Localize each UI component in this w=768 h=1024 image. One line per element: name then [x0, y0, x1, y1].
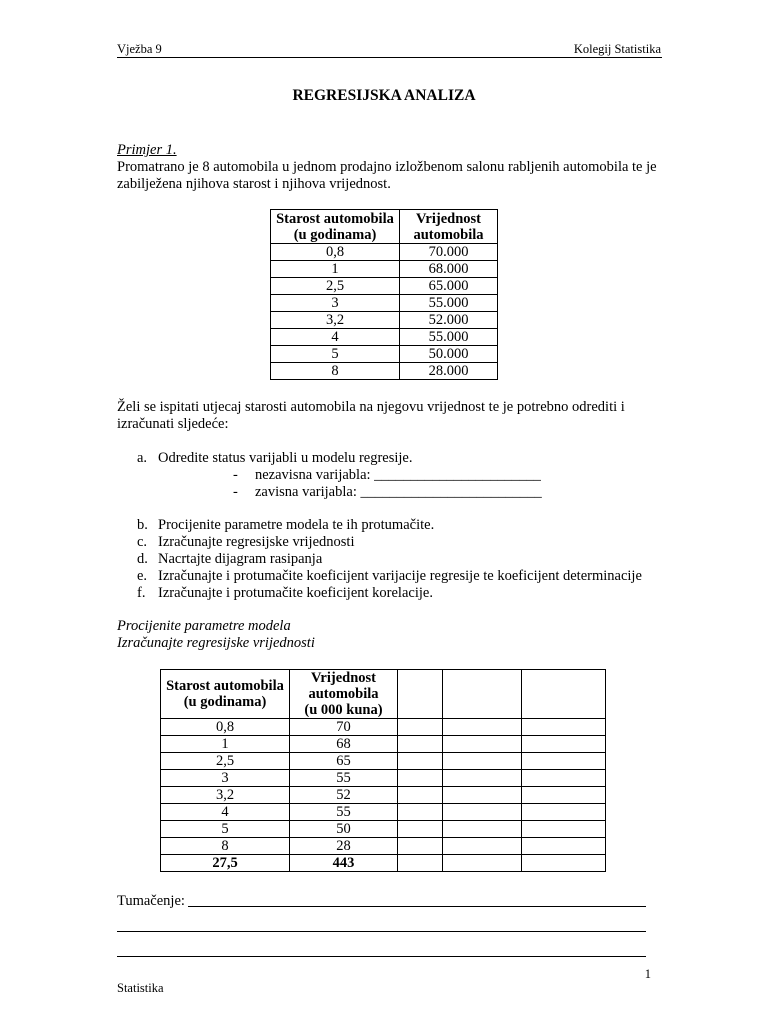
table-row [271, 363, 498, 380]
table-row [161, 719, 606, 736]
cell-age: 3 [271, 295, 400, 312]
table-header-row [271, 210, 498, 244]
cell-empty [443, 804, 522, 821]
cell-age: 3 [161, 770, 290, 787]
cell-value: 50 [290, 821, 398, 838]
dependent-variable-blank: zavisna varijabla: _________________________ [255, 484, 542, 500]
header-right: Kolegij Statistika [573, 42, 661, 56]
table-total-row [161, 855, 606, 872]
header-age-line-1: Starost automobila [166, 678, 284, 694]
cell-empty [398, 821, 443, 838]
cell-age: 5 [161, 821, 290, 838]
table-row [161, 770, 606, 787]
cell-empty [398, 855, 443, 872]
cell-empty [398, 787, 443, 804]
question-line-2: izračunati sljedeće: [117, 416, 229, 432]
header-value-line-1: Vrijednost [311, 670, 376, 686]
task-a-text: Odredite status varijabli u modelu regresije. [158, 450, 413, 466]
intro-line-2: zabilježena njihova starost i njihova vrijednost. [117, 176, 391, 192]
table-row [271, 295, 498, 312]
cell-age: 2,5 [271, 278, 400, 295]
task-e-text: Izračunajte i protumačite koeficijent varijacije regresije te koeficijent determinacije [158, 568, 642, 584]
cell-empty [522, 770, 606, 787]
header-value-line-1: Vrijednost [416, 210, 481, 227]
table-row [161, 804, 606, 821]
task-a-sub-marker: - [233, 484, 238, 500]
cell-age: 3,2 [161, 787, 290, 804]
answer-line [117, 931, 646, 932]
cell-empty [398, 753, 443, 770]
header-age-line-2: (u godinama) [183, 694, 267, 710]
table-row [161, 736, 606, 753]
cell-value: 55 [290, 804, 398, 821]
cell-value: 55.000 [400, 329, 498, 346]
cell-empty [522, 736, 606, 753]
table-row [271, 261, 498, 278]
cell-empty [398, 804, 443, 821]
answer-line [188, 906, 646, 907]
cell-age: 3,2 [271, 312, 400, 329]
cell-empty [398, 838, 443, 855]
cell-value: 50.000 [400, 346, 498, 363]
cell-empty [522, 838, 606, 855]
header-value-line-2: automobila [413, 226, 484, 243]
cell-age: 0,8 [161, 719, 290, 736]
cell-value: 70.000 [400, 244, 498, 261]
cell-empty [398, 719, 443, 736]
intro-line-1: Promatrano je 8 automobila u jednom prodajno izložbenom salonu rabljenih automobila te je [117, 159, 657, 175]
task-d-marker: d. [137, 551, 148, 567]
header-value [400, 210, 498, 244]
table-row [161, 753, 606, 770]
task-b-marker: b. [137, 517, 148, 533]
cell-value: 55.000 [400, 295, 498, 312]
section-label: Izračunajte regresijske vrijednosti [117, 635, 315, 651]
table-row [271, 346, 498, 363]
cell-empty [443, 770, 522, 787]
task-a-marker: a. [137, 450, 148, 466]
answer-line [117, 956, 646, 957]
example-label: Primjer 1. [117, 142, 177, 158]
header-value [290, 670, 398, 719]
cell-age: 1 [271, 261, 400, 278]
page-number: 1 [644, 967, 651, 981]
data-table-2 [160, 669, 606, 872]
task-c-marker: c. [137, 534, 148, 550]
task-e-marker: e. [137, 568, 148, 584]
cell-empty [443, 787, 522, 804]
cell-age: 5 [271, 346, 400, 363]
footer-left: Statistika [117, 981, 164, 995]
table-row [161, 821, 606, 838]
table-row [271, 244, 498, 261]
task-a-sub-marker: - [233, 467, 238, 483]
cell-empty [398, 770, 443, 787]
cell-empty [398, 736, 443, 753]
cell-value: 68.000 [400, 261, 498, 278]
cell-value: 52 [290, 787, 398, 804]
interpretation-label: Tumačenje: [117, 893, 185, 909]
cell-empty [443, 838, 522, 855]
header-empty [522, 670, 606, 719]
task-d-text: Nacrtajte dijagram rasipanja [158, 551, 323, 567]
header-left: Vježba 9 [117, 42, 162, 56]
cell-empty [522, 804, 606, 821]
cell-value: 52.000 [400, 312, 498, 329]
cell-value: 70 [290, 719, 398, 736]
cell-value: 65.000 [400, 278, 498, 295]
cell-empty [443, 719, 522, 736]
cell-value: 28.000 [400, 363, 498, 380]
cell-age: 2,5 [161, 753, 290, 770]
header-empty [443, 670, 522, 719]
table-row [271, 312, 498, 329]
cell-empty [443, 753, 522, 770]
cell-empty [522, 719, 606, 736]
header-value-line-2: automobila [308, 686, 379, 702]
cell-value: 55 [290, 770, 398, 787]
cell-empty [522, 787, 606, 804]
header-empty [398, 670, 443, 719]
header-age-line-2: (u godinama) [293, 226, 377, 243]
cell-empty [443, 855, 522, 872]
cell-age: 4 [271, 329, 400, 346]
table-row [271, 329, 498, 346]
independent-variable-blank: nezavisna varijabla: _______________________ [255, 467, 541, 483]
cell-empty [443, 821, 522, 838]
header-value-line-3: (u 000 kuna) [304, 702, 383, 718]
cell-value: 68 [290, 736, 398, 753]
cell-empty [443, 736, 522, 753]
cell-empty [522, 821, 606, 838]
page-title: REGRESIJSKA ANALIZA [292, 87, 476, 104]
cell-age: 0,8 [271, 244, 400, 261]
task-f-text: Izračunajte i protumačite koeficijent korelacije. [158, 585, 433, 601]
header-age [271, 210, 400, 244]
header-rule [117, 57, 662, 58]
task-f-marker: f. [137, 585, 146, 601]
table-row [161, 787, 606, 804]
cell-age: 4 [161, 804, 290, 821]
task-c-text: Izračunajte regresijske vrijednosti [158, 534, 355, 550]
table-row [161, 838, 606, 855]
cell-age: 1 [161, 736, 290, 753]
question-line-1: Želi se ispitati utjecaj starosti automobila na njegovu vrijednost te je potrebno odrediti i [117, 399, 625, 415]
data-table-1 [270, 209, 498, 380]
table-header-row [161, 670, 606, 719]
cell-age: 8 [161, 838, 290, 855]
total-value: 443 [290, 855, 398, 872]
section-label: Procijenite parametre modela [117, 618, 291, 634]
header-age-line-1: Starost automobila [276, 210, 394, 227]
task-b-text: Procijenite parametre modela te ih protumačite. [158, 517, 435, 533]
cell-value: 65 [290, 753, 398, 770]
cell-empty [522, 753, 606, 770]
table-row [271, 278, 498, 295]
total-age: 27,5 [161, 855, 290, 872]
cell-age: 8 [271, 363, 400, 380]
cell-empty [522, 855, 606, 872]
header-age [161, 670, 290, 719]
cell-value: 28 [290, 838, 398, 855]
